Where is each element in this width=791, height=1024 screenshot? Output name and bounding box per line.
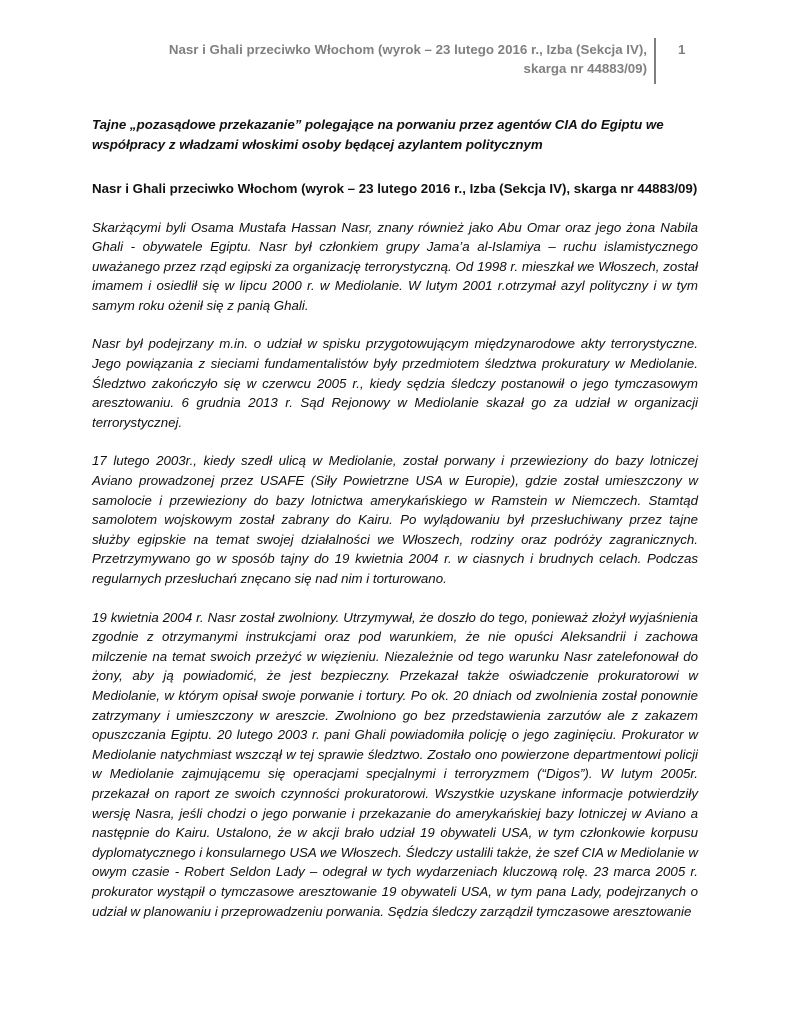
paragraph-1: Skarżącymi byli Osama Mustafa Hassan Nasr, znany również jako Abu Omar oraz jego żona Nabila Ghali - obywatele Egiptu. Nasr był członkiem grupy Jama’a al-Islamiya – ruchu islamistycznego uważanego przez rząd egipski za organizację terrorystyczną. Od 1998 r. mieszkał we Włoszech, został imamem i osiedlił się w lipcu 2000 r. w Mediolanie. W lutym 2001 r.otrzymał azyl polityczny i w tym samym roku ożenił się z panią Ghali.: [92, 219, 698, 313]
running-header-line-2: skarga nr 44883/09): [523, 61, 647, 76]
page-number: 1: [678, 42, 686, 57]
running-header-line-1: Nasr i Ghali przeciwko Włochom (wyrok – 23 lutego 2016 r., Izba (Sekcja IV),: [168, 42, 647, 57]
document-body: [92, 115, 698, 921]
paragraph-4: 19 kwietnia 2004 r. Nasr został zwolniony. Utrzymywał, że doszło do tego, ponieważ złożył wyjaśnienia zgodnie z otrzymanymi instrukcjami oraz pod warunkiem, że nie opuści Aleksandrii i zachowa milczenie na temat swoich przeżyć w więzieniu. Niezależnie od tego warunku Nasr zatelefonował do żony, aby ją powiadomić, że jest bezpieczny. Przekazał także oświadczenie prokuratorowi w Mediolanie, w którym opisał swoje porwanie i tortury. Po ok. 20 dniach od zwolnienia został ponownie zatrzymany i umieszczony w areszcie. Zwolniono go bez przedstawienia zarzutów ale z zakazem opuszczania Egiptu. 20 lutego 2003 r. pani Ghali powiadomiła policję o jego zaginięciu. Prokurator w Mediolanie natychmiast wszczął w tej sprawie śledztwo. Zostało ono powierzone departmentowi policji w Mediolanie zajmującemu się operacjami specjalnymi i terroryzmem (“Digos”). W lutym 2005r. przekazał on raport ze swoich czynności prokuratorowi. Wszystkie uzyskane informacje potwierdziły wersję Nasra, jeśli chodzi o jego porwanie i przekazanie do amerykańskiej bazy lotniczej w Aviano a następnie do Kairu. Ustalono, że w akcji brało udział 19 obywateli USA, w tym członkowie korpusu dyplomatycznego i konsularnego USA we Włoszech. Śledczy ustalili także, że szef CIA w Mediolanie w owym czasie - Robert Seldon Lady – odegrał w tych wydarzeniach kluczową rolę. 23 marca 2005 r. prokurator wystąpił o tymczasowe aresztowanie 19 obywateli USA, w tym pana Lady, podejrzanych o udział w planowaniu i przeprowadzeniu porwania. Sędzia śledczy zarządził tymczasowe aresztowanie: [92, 609, 698, 919]
paragraph-2: Nasr był podejrzany m.in. o udział w spisku przygotowującym międzynarodowe akty terrorystyczne. Jego powiązania z sieciami fundamentalistów były przedmiotem śledztwa prokuratury w Mediolanie. Śledztwo zakończyło się w czerwcu 2005 r., kiedy sędzia śledczy postanowił o jego tymczasowym aresztowaniu. 6 grudnia 2013 r. Sąd Rejonowy w Mediolanie skazał go za udział w organizacji terrorystycznej.: [92, 336, 698, 430]
document-subtitle: Tajne „pozasądowe przekazanie” polegające na porwaniu przez agentów CIA do Egiptu we współpracy z władzami włoskimi osoby będącej azylantem politycznym: [92, 117, 664, 152]
paragraph-3: 17 lutego 2003r., kiedy szedł ulicą w Mediolanie, został porwany i przewieziony do bazy lotniczej Aviano prowadzonej przez USAFE (Siły Powietrzne USA w Europie), gdzie został umieszczony w samolocie i przewieziony do bazy lotnictwa amerykańskiego w Ramstein w Niemczech. Stamtąd samolotem wojskowym został zabrany do Kairu. Po wylądowaniu był przesłuchiwany przez tajne służby egipskie na temat swojej działalności we Włoszech, rodziny oraz podróży zagranicznych. Przetrzymywano go w sposób tajny do 19 kwietnia 2004 r. w ciasnych i brudnych celach. Podczas regularnych przesłuchań znęcano się nad nim i torturowano.: [92, 453, 698, 586]
running-header: [87, 40, 647, 78]
document-title: Nasr i Ghali przeciwko Włochom (wyrok – 23 lutego 2016 r., Izba (Sekcja IV), skarga nr 44883/09): [92, 181, 698, 196]
header-divider: [654, 38, 656, 84]
